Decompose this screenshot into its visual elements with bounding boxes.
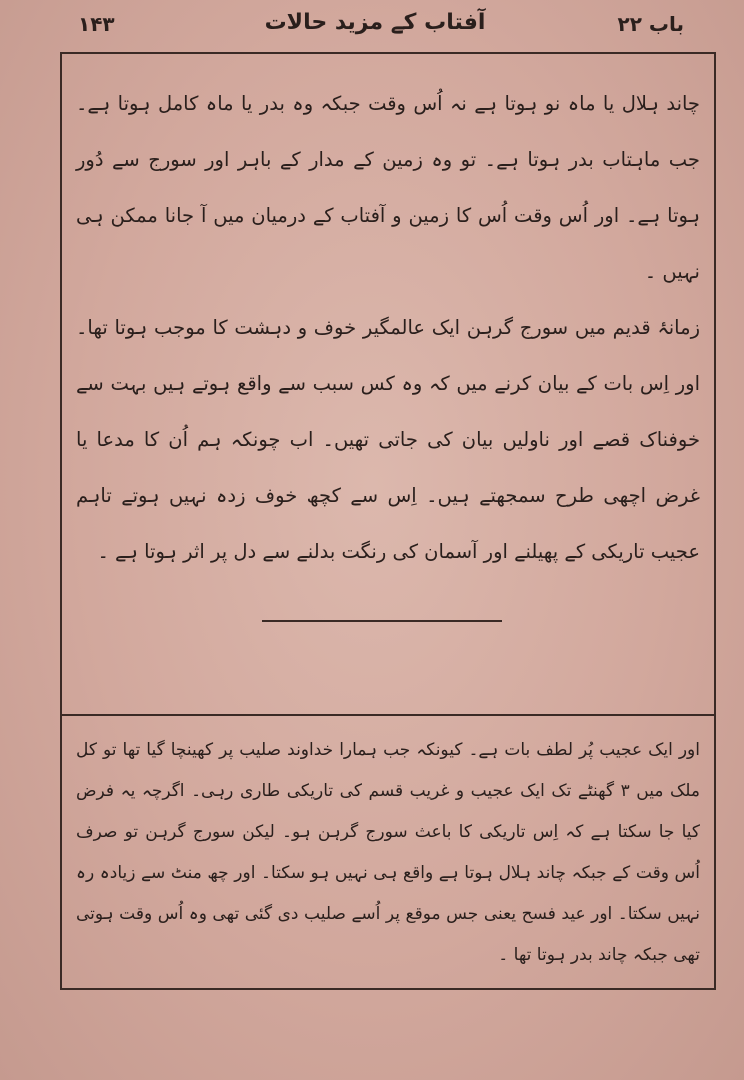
page-header	[0, 4, 744, 44]
footnote-text: اور ایک عجیب پُر لطف بات ہے۔ کیونکہ جب ہمارا خداوند صلیب پر کھینچا گیا تھا تو کل ملک میں ۳ گھنٹے تک ایک عجیب و غریب قسم کی تاریکی طاری رہی۔ اگرچہ یہ فرض کیا جا سکتا ہے کہ اِس تاریکی کا باعث سورج گرہن ہو۔ لیکن سورج گرہن تو صرف اُس وقت کے جبکہ چاند ہلال ہوتا ہے واقع ہی نہیں ہو سکتا۔ اور چھ منٹ سے زیادہ رہ نہیں سکتا۔ اور عید فسح یعنی جس موقع پر اُسے صلیب دی گئی تھی وہ اُس وقت ہوتی تھی جبکہ چاند بدر ہوتا تھا ۔	[76, 740, 700, 965]
page-number: ۱۴۳	[78, 12, 115, 36]
paragraph-1: چاند ہلال یا ماہ نو ہوتا ہے نہ اُس وقت جبکہ وہ بدر یا ماہ کامل ہوتا ہے۔ جب ماہتاب بدر ہوتا ہے۔ تو وہ زمین کے مدار کے باہر اور سورج سے دُور ہوتا ہے۔ اور اُس وقت اُس کا زمین و آفتاب کے درمیان میں آ جانا ممکن ہی نہیں ۔	[76, 92, 700, 283]
footnote	[76, 730, 700, 976]
main-text	[76, 76, 700, 580]
text-frame	[60, 52, 716, 990]
footnote-divider	[62, 714, 714, 716]
running-title: آفتاب کے مزید حالات	[264, 10, 486, 35]
paragraph-2: زمانۂ قدیم میں سورج گرہن ایک عالمگیر خوف و دہشت کا موجب ہوتا تھا۔ اور اِس بات کے بیان کرنے میں کہ وہ کس سبب سے واقع ہوتے ہیں بہت سے خوفناک قصے اور ناولیں بیان کی جاتی تھیں۔ اب چونکہ ہم اُن کا مدعا یا غرض اچھی طرح سمجھتے ہیں۔ اِس سے کچھ خوف زدہ نہیں ہوتے تاہم عجیب تاریکی کے پھیلنے اور آسمان کی رنگت بدلنے سے دل پر اثر ہوتا ہے ۔	[76, 316, 700, 563]
chapter-label: باب ۲۲	[617, 12, 684, 36]
section-end-rule	[262, 620, 502, 622]
